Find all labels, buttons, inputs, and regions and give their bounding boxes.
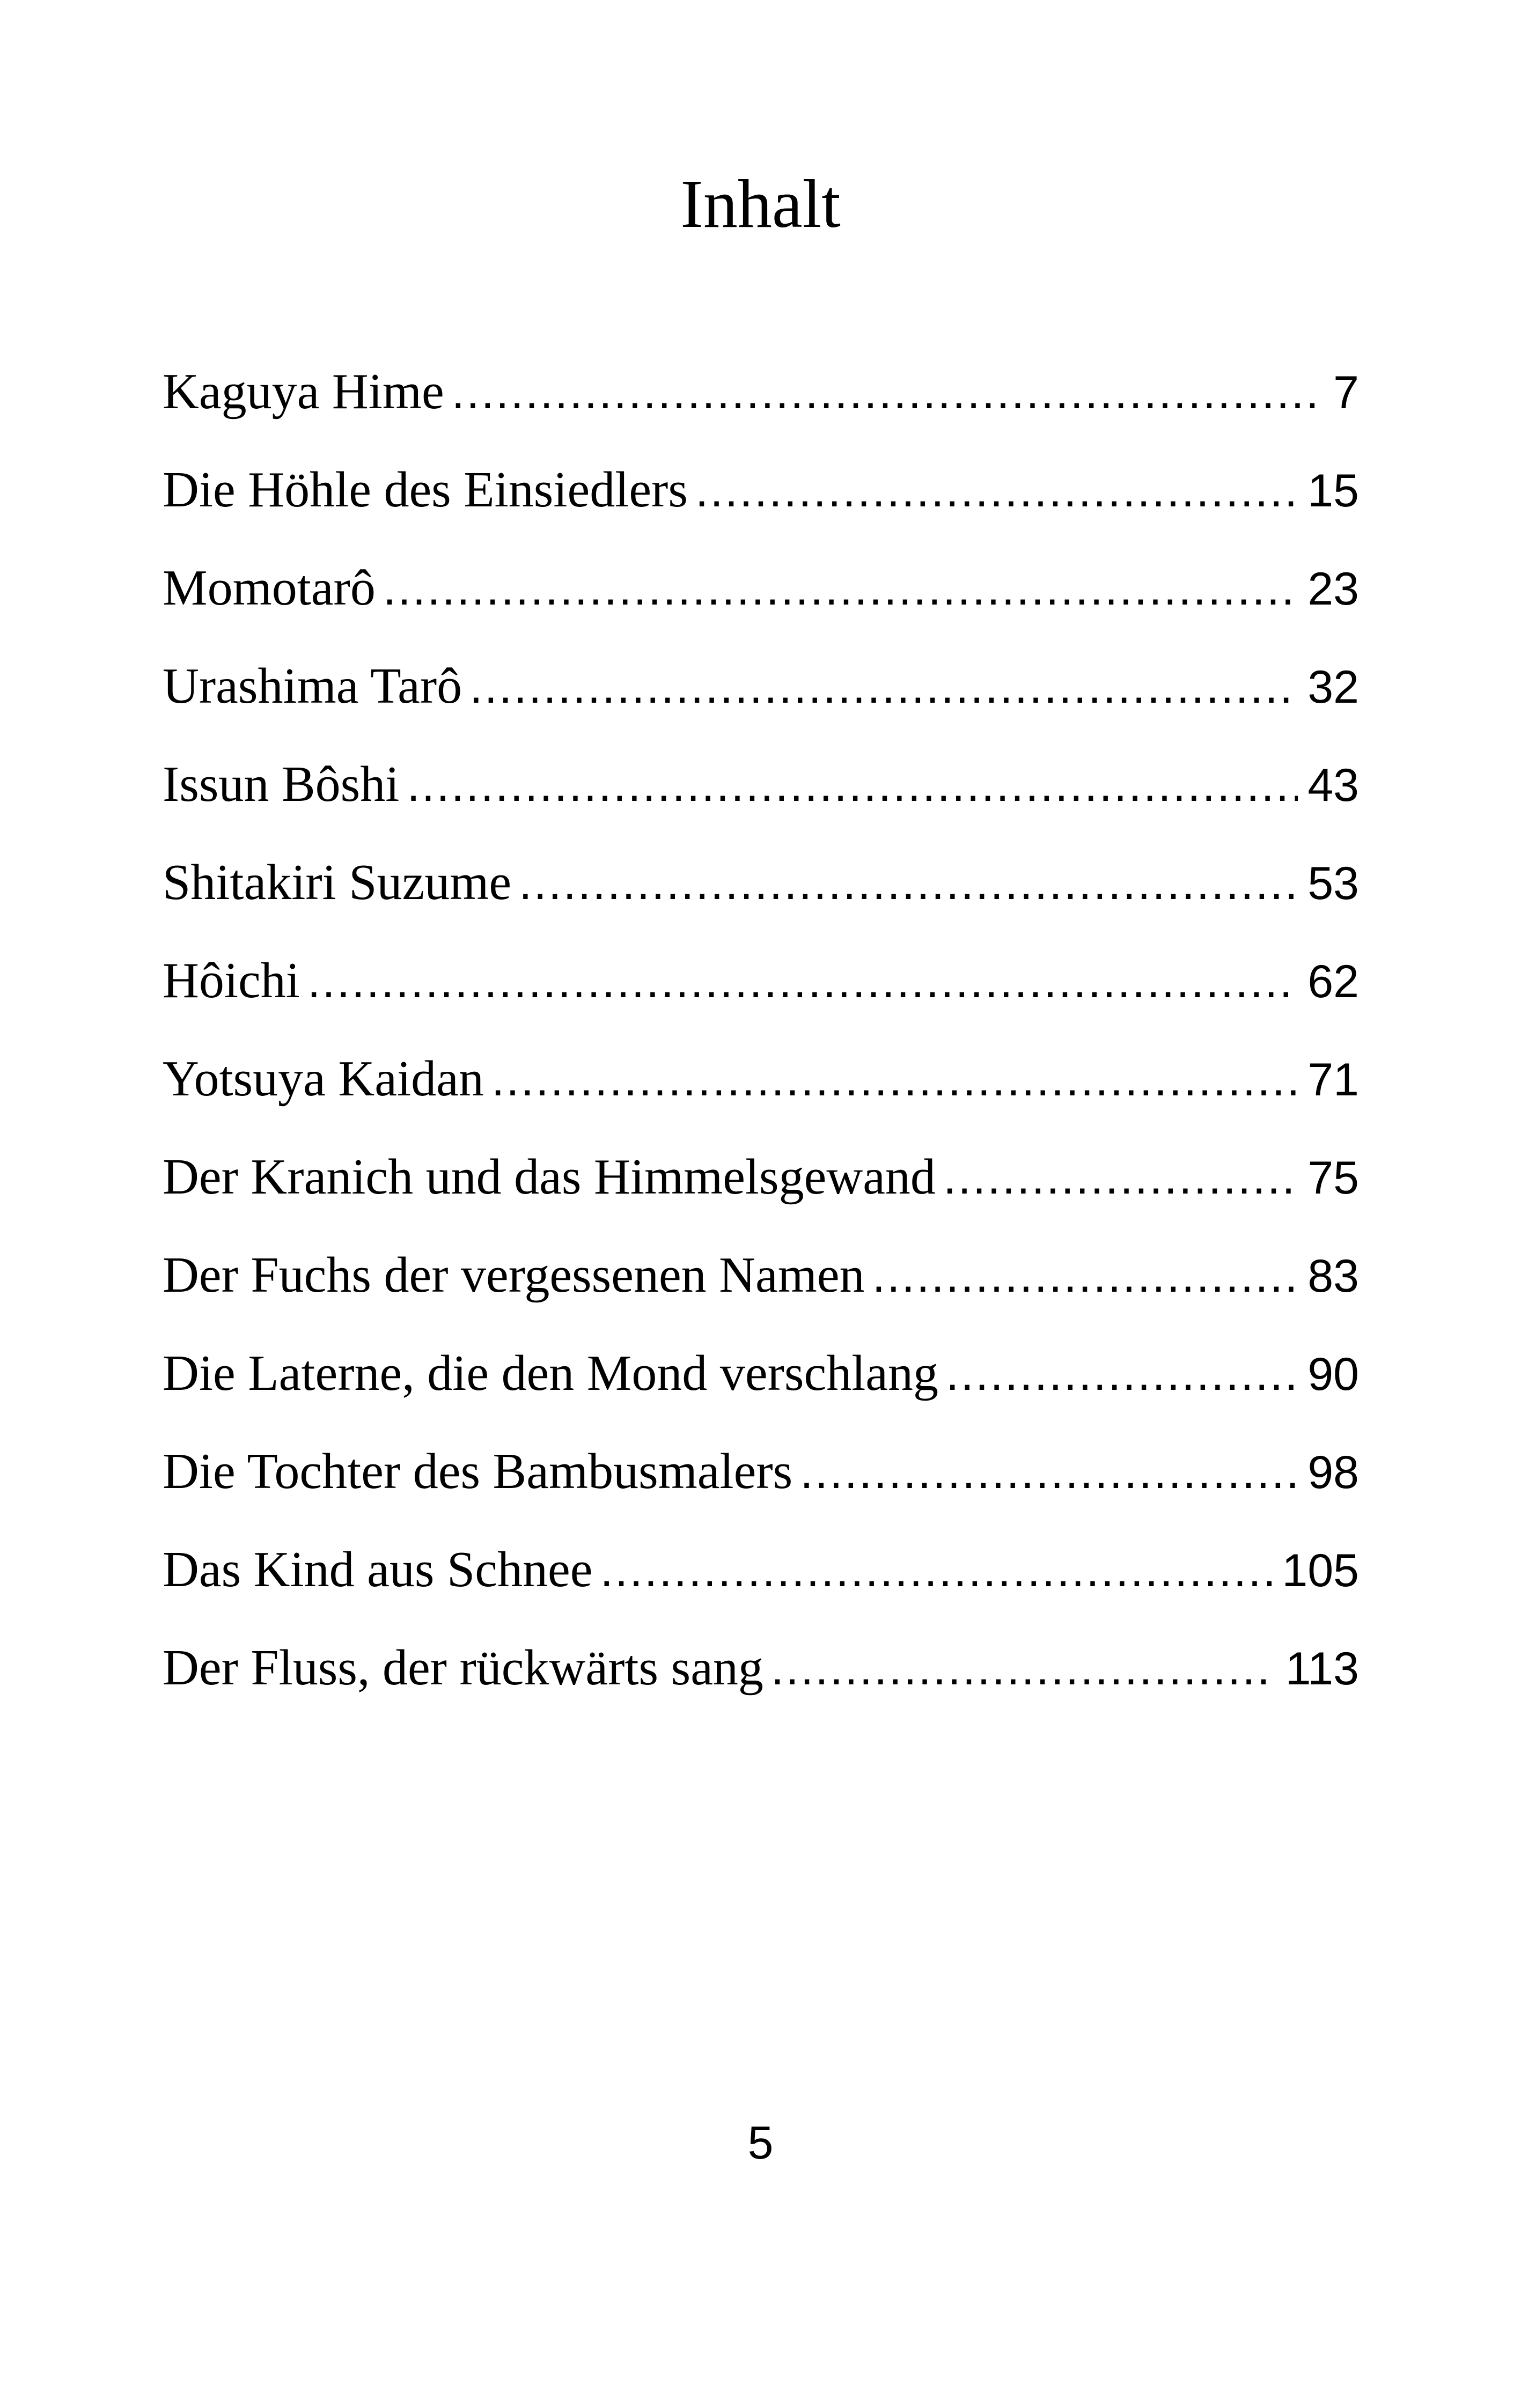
toc-dot-leader	[407, 747, 1298, 822]
toc-entry	[163, 1139, 1359, 1238]
toc-entry-page: 71	[1307, 1054, 1359, 1106]
toc-entry-title: Issun Bôshi	[163, 756, 400, 812]
toc-entry-title: Der Fluss, der rückwärts sang	[163, 1640, 763, 1696]
toc-entry-page: 98	[1307, 1447, 1359, 1498]
toc-entry-page: 15	[1307, 465, 1359, 517]
toc-entry-title: Das Kind aus Schnee	[163, 1542, 593, 1597]
toc-entry-title: Urashima Tarô	[163, 658, 462, 714]
toc-entry-page: 75	[1307, 1152, 1359, 1204]
toc-entry	[163, 1336, 1359, 1434]
toc-entry-title: Die Höhle des Einsiedlers	[163, 462, 688, 518]
toc-entry	[163, 649, 1359, 747]
toc-entry	[163, 1532, 1359, 1630]
toc-dot-leader	[872, 1238, 1298, 1313]
toc-entry	[163, 747, 1359, 845]
toc-entry-title: Die Laterne, die den Mond verschlang	[163, 1345, 939, 1401]
toc-dot-leader	[771, 1631, 1276, 1706]
toc-entry-title: Der Fuchs der vergessenen Namen	[163, 1247, 865, 1303]
toc-entry	[163, 550, 1359, 649]
toc-dot-leader	[600, 1533, 1272, 1608]
toc-entry	[163, 845, 1359, 943]
toc-dot-leader	[519, 845, 1298, 921]
toc-entry	[163, 354, 1359, 452]
toc-entry	[163, 943, 1359, 1041]
toc-dot-leader	[491, 1042, 1298, 1117]
toc-dot-leader	[695, 453, 1298, 528]
toc-entry	[163, 1238, 1359, 1336]
toc-entry-page: 83	[1307, 1250, 1359, 1302]
toc-entry-page: 62	[1307, 956, 1359, 1007]
toc-dot-leader	[307, 944, 1298, 1019]
toc-dot-leader	[469, 649, 1298, 724]
toc-entry-page: 105	[1282, 1545, 1359, 1596]
toc-dot-leader	[383, 551, 1298, 626]
toc-entry-page: 90	[1307, 1349, 1359, 1400]
toc-entry-page: 23	[1307, 563, 1359, 615]
toc-entry-title: Kaguya Hime	[163, 364, 444, 419]
toc-heading: Inhalt	[680, 166, 841, 242]
toc-dot-leader	[946, 1336, 1298, 1411]
toc-entry-title: Hôichi	[163, 953, 300, 1008]
toc-entry	[163, 1434, 1359, 1532]
toc-dot-leader	[452, 355, 1324, 430]
toc-entry-title: Shitakiri Suzume	[163, 855, 512, 910]
toc-entry-title: Momotarô	[163, 560, 376, 616]
toc-entry	[163, 1041, 1359, 1139]
toc-dot-leader	[800, 1434, 1298, 1509]
toc-entry	[163, 452, 1359, 550]
toc-entry-page: 43	[1307, 760, 1359, 811]
toc-entry	[163, 1630, 1359, 1728]
toc-entry-page: 53	[1307, 858, 1359, 909]
table-of-contents	[163, 354, 1359, 1728]
toc-entry-page: 7	[1333, 367, 1359, 418]
toc-entry-title: Der Kranich und das Himmelsgewand	[163, 1149, 936, 1205]
toc-entry-title: Die Tochter des Bambusmalers	[163, 1444, 793, 1499]
page-number: 5	[747, 2117, 774, 2169]
toc-entry-page: 32	[1307, 661, 1359, 713]
toc-entry-page: 113	[1285, 1643, 1359, 1695]
toc-entry-title: Yotsuya Kaidan	[163, 1051, 484, 1107]
toc-dot-leader	[943, 1140, 1298, 1215]
